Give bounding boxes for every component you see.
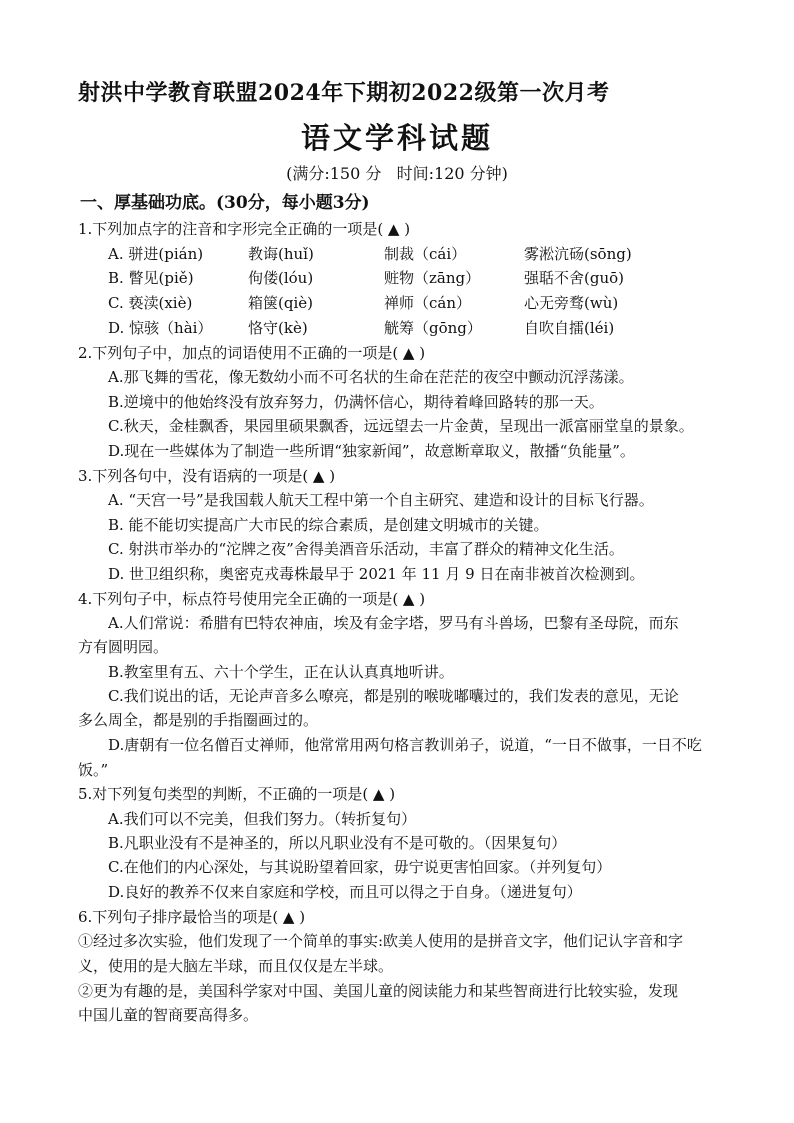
option-cell: 赃物（zāng）	[384, 269, 481, 287]
question-6-sentence-1-cont: 义，使用的是大脑左半球，而且仅仅是左半球。	[78, 957, 394, 975]
question-4-option-a-cont: 方有圆明园。	[78, 638, 169, 656]
option-cell: 强聒不舍(guō)	[524, 269, 624, 287]
question-2-stem: 2.下列句子中，加点的词语使用不正确的一项是( ▲ )	[78, 344, 426, 362]
question-2-option-d: D.现在一些媒体为了制造一些所谓“独家新闻”，故意断章取义，散播“负能量”。	[108, 442, 635, 460]
question-3-option-d: D. 世卫组织称，奥密克戎毒株最早于 2021 年 11 月 9 日在南非被首次检测到。	[108, 565, 645, 583]
question-3-option-c: C. 射洪市举办的“沱牌之夜”舍得美酒音乐活动，丰富了群众的精神文化生活。	[108, 540, 624, 558]
score-time-info: (满分:150 分 时间:120 分钟)	[286, 164, 508, 183]
question-5-option-c: C.在他们的内心深处，与其说盼望着回家，毋宁说更害怕回家。（并列复句）	[108, 858, 612, 876]
question-5-option-d: D.良好的教养不仅来自家庭和学校，而且可以得之于自身。（递进复句）	[108, 883, 582, 901]
question-2-option-a: A.那飞舞的雪花，像无数幼小而不可名状的生命在茫茫的夜空中颤动沉浮荡漾。	[108, 368, 634, 386]
option-cell: 自吹自擂(léi)	[524, 319, 615, 337]
question-3-stem: 3.下列各句中，没有语病的一项是( ▲ )	[78, 467, 336, 485]
option-cell: 箱箧(qiè)	[248, 294, 313, 312]
option-cell: B. 瞥见(piě)	[108, 269, 194, 287]
option-cell: 佝偻(lóu)	[248, 269, 314, 287]
question-4-option-d-cont: 饭。”	[78, 761, 109, 779]
question-4-option-d: D.唐朝有一位名僧百丈禅师，他常常用两句格言教训弟子，说道，“一日不做事，一日不吃	[108, 736, 702, 754]
question-4-stem: 4.下列句子中，标点符号使用完全正确的一项是( ▲ )	[78, 590, 426, 608]
question-4-option-c: C.我们说出的话，无论声音多么嘹亮，都是别的喉咙嘟囔过的，我们发表的意见，无论	[108, 687, 679, 705]
question-6-sentence-2-cont: 中国儿童的智商要高得多。	[78, 1006, 259, 1024]
option-cell: 觥筹（gōng）	[384, 319, 482, 337]
section-heading: 一、厚基础功底。(30分，每小题3分)	[80, 193, 370, 213]
question-5-option-a: A.我们可以不完美，但我们努力。（转折复句）	[108, 810, 417, 828]
question-1-stem: 1.下列加点字的注音和字形完全正确的一项是( ▲ )	[78, 220, 411, 238]
exam-title: 射洪中学教育联盟2024年下期初2022级第一次月考	[78, 80, 610, 106]
question-5-option-b: B.凡职业没有不是神圣的，所以凡职业没有不是可敬的。（因果复句）	[108, 834, 567, 852]
option-cell: 禅师（cán）	[384, 294, 472, 312]
option-cell: 教诲(huǐ)	[248, 245, 314, 263]
option-cell: C. 亵渎(xiè)	[108, 294, 193, 312]
option-cell: 恪守(kè)	[248, 319, 308, 337]
question-2-option-b: B.逆境中的他始终没有放弃努力，仍满怀信心，期待着峰回路转的那一天。	[108, 393, 604, 411]
question-6-sentence-1: ①经过多次实验，他们发现了一个简单的事实:欧美人使用的是拼音文字，他们记认字音和字	[78, 932, 684, 950]
option-cell: 雾淞沆砀(sōng)	[524, 245, 632, 263]
question-3-option-b: B. 能不能切实提高广大市民的综合素质，是创建文明城市的关键。	[108, 516, 549, 534]
question-6-stem: 6.下列句子排序最恰当的项是( ▲ )	[78, 908, 306, 926]
option-cell: 心无旁骛(wù)	[524, 294, 619, 312]
question-3-option-a: A. “天宫一号”是我国载人航天工程中第一个自主研究、建造和设计的目标飞行器。	[108, 491, 654, 509]
question-5-stem: 5.对下列复句类型的判断，不正确的一项是( ▲ )	[78, 785, 396, 803]
option-cell: D. 惊骇（hài）	[108, 319, 213, 337]
option-cell: 制裁（cái）	[384, 245, 467, 263]
option-cell: A. 骈进(pián)	[108, 245, 204, 263]
question-4-option-c-cont: 多么周全，都是别的手指圈画过的。	[78, 711, 319, 729]
subject-title: 语文学科试题	[300, 121, 493, 155]
question-4-option-b: B.教室里有五、六十个学生，正在认认真真地听讲。	[108, 663, 454, 681]
question-4-option-a: A.人们常说：希腊有巴特农神庙，埃及有金字塔，罗马有斗兽场，巴黎有圣母院，而东	[108, 614, 679, 632]
question-2-option-c: C.秋天，金桂飘香，果园里硕果飘香，远远望去一片金黄，呈现出一派富丽堂皇的景象。	[108, 417, 694, 435]
question-6-sentence-2: ②更为有趣的是，美国科学家对中国、美国儿童的阅读能力和某些智商进行比较实验，发现	[78, 982, 679, 1000]
